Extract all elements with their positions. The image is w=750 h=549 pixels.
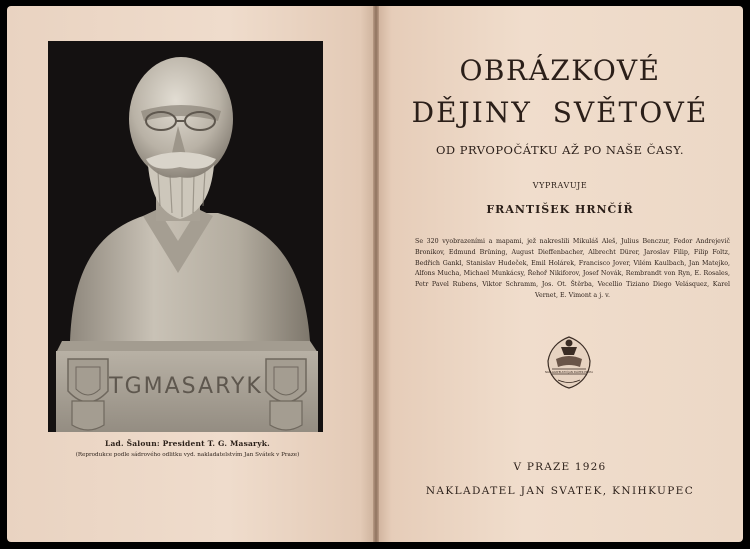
plate-inscription: TGMASARYK [109, 374, 263, 399]
plate-caption-title: Lad. Šaloun: President T. G. Masaryk. [105, 439, 270, 448]
publisher-emblem-icon [544, 333, 594, 391]
bust-photograph [48, 41, 323, 432]
plate-caption-note: (Reprodukce podle sádrového odlitku vyd. nakladatelstvím Jan Svátek v Praze) [75, 452, 300, 458]
place-and-year: V PRAZE 1926 [513, 461, 607, 473]
title-line-2: DĚJINY SVĚTOVÉ [411, 96, 709, 129]
publisher-line: NAKLADATEL JAN SVATEK, KNIHKUPEC [425, 485, 695, 497]
emblem-text: NAKLADATELSTVÍ JAN SVÁTEK PRAHA [544, 371, 594, 374]
subtitle: OD PRVOPOČÁTKU AŽ PO NAŠE ČASY. [436, 143, 684, 157]
narrated-by-label: VYPRAVUJE [532, 181, 588, 190]
illustrators-credits: Se 320 vyobrazeními a mapami, jež nakreslili Mikuláš Aleš, Julius Benczur, Fedor Andrejevič Bronikov, Edmund Brüning, August Dieffenbacher, Albrecht Dürer, Jaroslav Filip, Filip Foltz, Bedřich Gankl, Stanislav Hudeček, Emil Holárek, Francisco Jover, Vilém Kaulbach, Jan Matejko, Alfons Mucha, Michael Munkácsy, Řehoř Nikiforov, Josef Novák, Rembrandt von Ryn, E. Rosales, Petr Pavel Rubens, Viktor Schramm, Jos. Ot. Štěrba, Vecellio Tiziano Diego Velásquez, Karel Vernet, E. Vimont a j. v. [415, 238, 730, 299]
author-name: FRANTIŠEK HRNČÍŘ [486, 203, 634, 216]
bust-illustration [48, 41, 323, 432]
title-line-1: OBRÁZKOVÉ [459, 54, 661, 87]
